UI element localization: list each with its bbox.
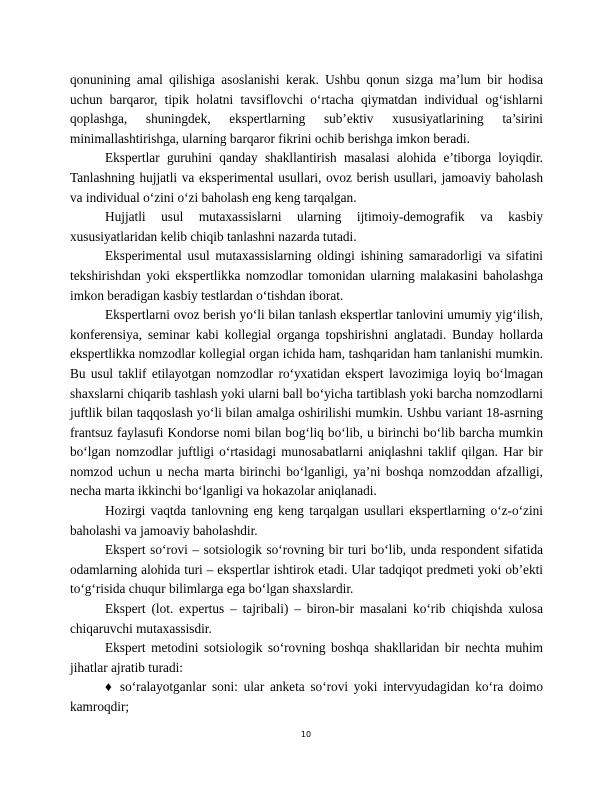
paragraph: Ekspert (lot. expertus – tajribali) – biron-bir masalani ko‘rib chiqishda xulosa chiqaruvchi mutaxassisdir.: [70, 601, 543, 636]
paragraph: Hozirgi vaqtda tanlovning eng keng tarqalgan usullari ekspertlarning o‘z-o‘zini baholashi va jamoaviy baholashdir.: [70, 503, 543, 538]
document-body: [70, 70, 543, 717]
paragraph: Ekspert so‘rovi – sotsiologik so‘rovning bir turi bo‘lib, unda respondent sifatida odamlarning alohida turi – ekspertlar ishtirok etadi. Ular tadqiqot predmeti yoki ob’ekti to‘g‘risida chuqur bilimlarga ega bo‘lgan shaxslardir.: [70, 542, 543, 597]
page-number: 10: [300, 730, 312, 739]
paragraph: Ekspertlarni ovoz berish yo‘li bilan tanlash ekspertlar tanlovini umumiy yig‘ilish, konferensiya, seminar kabi kollegial organga topshirishni anglatadi. Bunday hollarda ekspertlikka nomzodlar kollegial organ ichida ham, tashqaridan ham tanlanishi mumkin. Bu usul taklif etilayotgan nomzodlar ro‘yxatidan ekspert lavozimiga loyiq bo‘lmagan shaxslarni chiqarib tashlash yoki ularni ball bo‘yicha tartiblash yoki barcha nomzodlarni juftlik bilan taqqoslash yo‘li bilan amalga oshirilishi mumkin. Ushbu variant 18-asrning frantsuz faylasufi Kondorse nomi bilan bog‘liq bo‘lib, u birinchi bo‘lib barcha mumkin bo‘lgan nomzodlar juftligi o‘rtasidagi munosabatlarni aniqlashni taklif qilgan. Har bir nomzod uchun u necha marta birinchi bo‘lganligi, ya’ni boshqa nomzoddan afzalligi, necha marta ikkinchi bo‘lganligi va hokazolar aniqlanadi.: [70, 307, 543, 499]
paragraph: Ekspert metodini sotsiologik so‘rovning boshqa shakllaridan bir nechta muhim jihatlar ajratib turadi:: [70, 640, 543, 675]
paragraph: Ekspertlar guruhini qanday shakllantirish masalasi alohida e’tiborga loyiqdir. Tanlashning hujjatli va eksperimental usullari, ovoz berish usullari, jamoaviy baholash va individual o‘zini o‘zi baholash eng keng tarqalgan.: [70, 150, 543, 205]
bullet-paragraph: ♦ so‘ralayotganlar soni: ular anketa so‘rovi yoki intervyudagidan ko‘ra doimo kamroqdir;: [70, 679, 543, 714]
paragraph: qonunining amal qilishiga asoslanishi kerak. Ushbu qonun sizga ma’lum bir hodisa uchun barqaror, tipik holatni tavsiflovchi o‘rtacha qiymatdan individual og‘ishlarni qoplashga, shuningdek, ekspertlarning sub’ektiv xususiyatlarining ta’sirini minimallashtirishga, ularning barqaror fikrini ochib berishga imkon beradi.: [70, 72, 543, 146]
paragraph: Hujjatli usul mutaxassislarni ularning ijtimoiy-demografik va kasbiy xususiyatlaridan kelib chiqib tanlashni nazarda tutadi.: [70, 209, 543, 244]
paragraph: Eksperimental usul mutaxassislarning oldingi ishining samaradorligi va sifatini tekshirishdan yoki ekspertlikka nomzodlar tomonidan ularning malakasini baholashga imkon beradigan kasbiy testlardan o‘tishdan iborat.: [70, 248, 543, 303]
